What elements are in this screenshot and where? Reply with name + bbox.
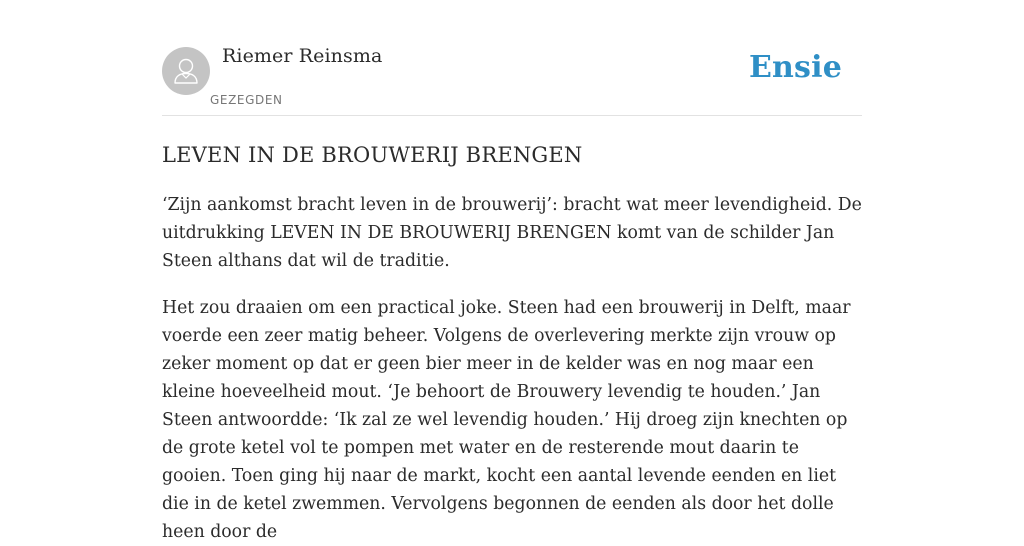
article-title: LEVEN IN DE BROUWERIJ BRENGEN [162,143,583,167]
article-header [162,0,862,116]
article-body [162,191,862,546]
category-label[interactable]: GEZEGDEN [210,93,283,107]
author-name[interactable]: Riemer Reinsma [222,45,383,67]
user-silhouette-icon [162,47,210,95]
ensie-logo[interactable]: Ensie [748,50,842,85]
article-paragraph: ‘Zijn aankomst bracht leven in de brouwerij’: bracht wat meer levendigheid. De uitdrukking LEVEN IN DE BROUWERIJ BRENGEN komt van de schilder Jan Steen althans dat wil de traditie. [162,195,862,271]
author-avatar[interactable] [162,47,210,95]
article-paragraph: Het zou draaien om een practical joke. Steen had een brouwerij in Delft, maar voerde een zeer matig beheer. Volgens de overlevering merkte zijn vrouw op zeker moment op dat er geen bier meer in de kelder was en nog maar een kleine hoeveelheid mout. ‘Je behoort de Brouwery levendig te houden.’ Jan Steen antwoordde: ‘Ik zal ze wel levendig houden.’ Hij droeg zijn knechten op de grote ketel vol te pompen met water en de resterende mout daarin te gooien. Toen ging hij naar de markt, kocht een aantal levende eenden en liet die in de ketel zwemmen. Vervolgens begonnen de eenden als door het dolle heen door de [162,298,851,542]
article-card [162,0,862,546]
